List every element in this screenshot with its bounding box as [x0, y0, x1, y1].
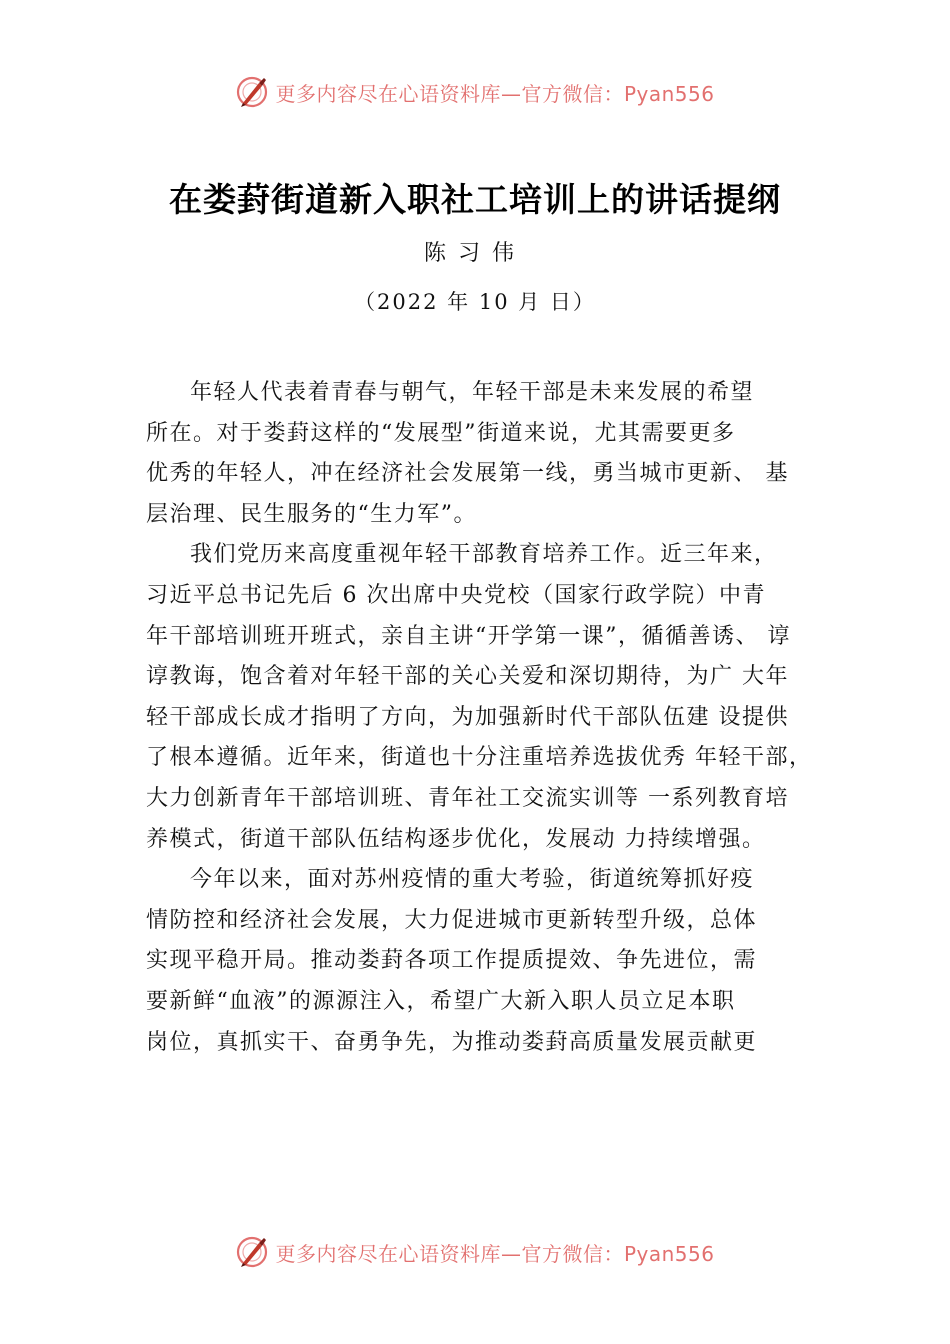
body-line: 层治理、民生服务的“生力军”。	[146, 501, 477, 527]
body-line: 轻干部成长成才指明了方向，为加强新时代干部队伍建 设提供	[146, 704, 789, 730]
body-line: 今年以来，面对苏州疫情的重大考验，街道统筹抓好疫	[190, 867, 755, 893]
body-line: 养模式，街道干部队伍结构逐步优化，发展动 力持续增强。	[146, 826, 766, 852]
body-line: 岗位，真抓实干、奋勇争先，为推动娄葑高质量发展贡献更	[146, 1029, 758, 1055]
body-line: 大力创新青年干部培训班、青年社工交流实训等 一系列教育培	[146, 785, 789, 811]
body-line: 年轻人代表着青春与朝气，年轻干部是未来发展的希望	[190, 380, 755, 405]
watermark-text: 更多内容尽在心语资料库—官方微信：Pyan556	[275, 1241, 715, 1266]
fountain-pen-logo-icon	[235, 1235, 269, 1269]
document-date: （2022 年 10 月 日）	[354, 290, 596, 314]
document-author: 陈习伟	[423, 241, 526, 266]
body-line: 习近平总书记先后 6 次出席中央党校（国家行政学院）中青	[146, 582, 766, 608]
body-line: 要新鲜“血液”的源源注入，希望广大新入职人员立足本职	[146, 988, 736, 1014]
body-line: 我们党历来高度重视年轻干部教育培养工作。近三年来，	[190, 542, 778, 568]
footer-watermark	[0, 1230, 950, 1274]
body-line: 年干部培训班开班式，亲自主讲“开学第一课”，循循善诱、 谆	[146, 623, 791, 649]
body-line: 优秀的年轻人，冲在经济社会发展第一线，勇当城市更新、 基	[146, 461, 789, 487]
body-line: 所在。对于娄葑这样的“发展型”街道来说，尤其需要更多	[146, 420, 736, 446]
body-line: 谆教诲，饱含着对年轻干部的关心关爱和深切期待，为广 大年	[146, 664, 789, 690]
body-line: 了根本遵循。近年来，街道也十分注重培养选拔优秀 年轻干部，	[146, 745, 813, 771]
header-watermark	[0, 70, 950, 114]
document-title: 在娄葑街道新入职社工培训上的讲话提纲	[169, 180, 781, 219]
body-line: 实现平稳开局。推动娄葑各项工作提质提效、争先进位，需	[146, 948, 758, 974]
watermark-text: 更多内容尽在心语资料库—官方微信：Pyan556	[275, 81, 715, 106]
document-body	[146, 373, 846, 1063]
body-line: 情防控和经济社会发展，大力促进城市更新转型升级，总体	[146, 907, 758, 933]
fountain-pen-logo-icon	[235, 75, 269, 109]
